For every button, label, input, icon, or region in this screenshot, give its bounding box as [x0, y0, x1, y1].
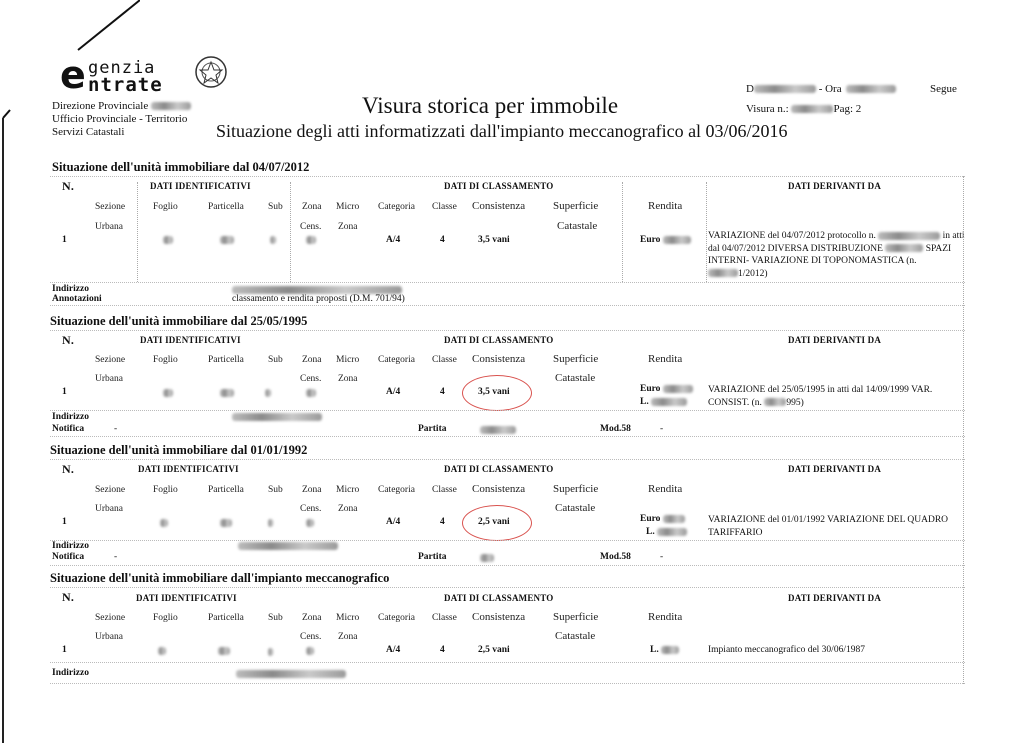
row-rendita-lire: L.	[646, 527, 687, 537]
visura-line: Visura n.: Pag: 2	[746, 103, 862, 115]
redacted-particella	[220, 236, 234, 244]
col-dati-derivanti: DATI DERIVANTI DA	[788, 464, 882, 474]
col-classe: Classe	[432, 202, 457, 212]
redacted-sub	[268, 519, 273, 527]
redacted-zona	[306, 389, 316, 397]
row-rendita-euro: Euro	[640, 235, 691, 245]
row-derivanti: VARIAZIONE del 01/01/1992 VARIAZIONE DEL QUADRO TARIFFARIO	[708, 515, 949, 538]
col-dati-derivanti: DATI DERIVANTI DA	[788, 181, 882, 191]
date-time-line: D - Ora	[746, 83, 896, 95]
col-foglio: Foglio	[153, 485, 178, 495]
section-title-4: Situazione dell'unità immobiliare dall'impianto meccanografico	[50, 571, 390, 585]
col-foglio: Foglio	[153, 355, 178, 365]
col-consistenza: Consistenza	[472, 200, 526, 212]
office-block	[52, 100, 191, 139]
divider	[50, 410, 965, 411]
divider	[50, 305, 965, 306]
logo-letter: e	[60, 53, 86, 97]
label-partita: Partita	[418, 424, 447, 434]
office-line-3: Servizi Catastali	[52, 126, 125, 138]
col-dati-classamento: DATI DI CLASSAMENTO	[444, 593, 554, 603]
row-rendita-lire: L.	[640, 397, 687, 407]
label-mod58: Mod.58	[600, 552, 631, 562]
col-consistenza: Consistenza	[472, 483, 526, 495]
col-sub: Sub	[268, 613, 283, 623]
col-zona2: Zona	[338, 374, 358, 384]
column-guide	[290, 182, 291, 282]
col-classe: Classe	[432, 355, 457, 365]
col-micro: Micro	[336, 613, 360, 623]
col-classe: Classe	[432, 485, 457, 495]
col-dati-classamento: DATI DI CLASSAMENTO	[444, 464, 554, 474]
col-sub: Sub	[268, 355, 283, 365]
divider	[50, 565, 965, 566]
col-urbana: Urbana	[95, 632, 123, 642]
col-micro: Micro	[336, 485, 360, 495]
row-consistenza: 3,5 vani	[478, 387, 510, 397]
divider	[50, 330, 965, 331]
page-subtitle: Situazione degli atti informatizzati dall'impianto meccanografico al 03/06/2016	[216, 121, 788, 141]
col-catastale: Catastale	[555, 502, 596, 514]
col-zona: Zona	[302, 613, 322, 623]
col-particella: Particella	[208, 355, 244, 365]
redacted-zona	[306, 236, 316, 244]
divider	[50, 282, 965, 283]
column-guide	[622, 182, 623, 282]
col-cens: Cens.	[300, 222, 322, 232]
col-n: N.	[62, 590, 75, 604]
col-micro: Micro	[336, 355, 360, 365]
row-categoria: A/4	[386, 517, 401, 527]
col-urbana: Urbana	[95, 374, 123, 384]
col-dati-derivanti: DATI DERIVANTI DA	[788, 335, 882, 345]
row-consistenza: 3,5 vani	[478, 235, 510, 245]
row-derivanti: VARIAZIONE del 25/05/1995 in atti dal 14/09/1999 VAR. CONSIST. (n. 995)	[708, 385, 933, 408]
label-indirizzo: Indirizzo	[52, 412, 89, 422]
redacted-partita	[480, 554, 494, 562]
col-superficie: Superficie	[553, 353, 599, 365]
col-consistenza: Consistenza	[472, 353, 526, 365]
col-zona2: Zona	[338, 222, 358, 232]
redacted-indirizzo	[238, 542, 338, 550]
row-classe: 4	[440, 517, 445, 527]
page-left-edge	[2, 118, 4, 743]
label-annotazioni: Annotazioni	[52, 294, 102, 304]
highlight-circle	[462, 505, 532, 541]
redacted-foglio	[163, 389, 173, 397]
col-rendita: Rendita	[648, 200, 683, 212]
row-rendita-euro: Euro	[640, 384, 693, 394]
mod58-dash: -	[660, 552, 664, 562]
col-categoria: Categoria	[378, 485, 415, 495]
col-zona2: Zona	[338, 504, 358, 514]
col-zona: Zona	[302, 202, 322, 212]
label-notifica: Notifica	[52, 424, 85, 434]
row-consistenza: 2,5 vani	[478, 645, 510, 655]
label-indirizzo: Indirizzo	[52, 284, 89, 294]
label-indirizzo: Indirizzo	[52, 668, 89, 678]
redacted-foglio	[158, 647, 166, 655]
label-mod58: Mod.58	[600, 424, 631, 434]
col-catastale: Catastale	[555, 372, 596, 384]
page-title: Visura storica per immobile	[362, 93, 619, 118]
col-classe: Classe	[432, 613, 457, 623]
logo-line2: ntrate	[88, 74, 163, 96]
col-dati-classamento: DATI DI CLASSAMENTO	[444, 335, 554, 345]
row-n: 1	[62, 645, 67, 655]
col-urbana: Urbana	[95, 504, 123, 514]
office-line-2: Ufficio Provinciale - Territorio	[52, 113, 188, 125]
notifica-dash: -	[114, 424, 118, 434]
col-categoria: Categoria	[378, 202, 415, 212]
col-n: N.	[62, 333, 75, 347]
row-derivanti: VARIAZIONE del 04/07/2012 protocollo n. in atti dal 04/07/2012 DIVERSA DISTRIBUZIONE SPAZI INTERNI- VARIAZIONE DI TOPONOMASTICA (n. 1/2012)	[708, 231, 965, 279]
annotazioni-text: classamento e rendita proposti (D.M. 701/94)	[232, 294, 405, 304]
divider	[50, 176, 965, 177]
row-rendita-lire: L.	[650, 645, 679, 655]
col-dati-classamento: DATI DI CLASSAMENTO	[444, 181, 554, 191]
col-zona2: Zona	[338, 632, 358, 642]
divider	[50, 683, 965, 684]
row-consistenza: 2,5 vani	[478, 517, 510, 527]
col-urbana: Urbana	[95, 222, 123, 232]
column-guide	[706, 182, 707, 282]
emblem-icon	[194, 54, 228, 90]
col-sub: Sub	[268, 485, 283, 495]
col-cens: Cens.	[300, 374, 322, 384]
mod58-dash: -	[660, 424, 664, 434]
col-catastale: Catastale	[555, 630, 596, 642]
col-dati-identificativi: DATI IDENTIFICATIVI	[136, 593, 237, 603]
divider	[50, 459, 965, 460]
col-catastale: Catastale	[557, 220, 598, 232]
col-dati-identificativi: DATI IDENTIFICATIVI	[140, 335, 241, 345]
column-guide	[137, 182, 138, 282]
col-rendita: Rendita	[648, 483, 683, 495]
highlight-circle	[462, 375, 532, 411]
col-sezione: Sezione	[95, 202, 126, 212]
col-particella: Particella	[208, 613, 244, 623]
redacted-particella	[220, 519, 232, 527]
divider	[50, 436, 965, 437]
section-title-1: Situazione dell'unità immobiliare dal 04/07/2012	[52, 160, 310, 174]
col-particella: Particella	[208, 202, 244, 212]
divider	[50, 662, 965, 663]
agency-logo	[60, 53, 235, 98]
office-line-1: Direzione Provinciale	[52, 100, 191, 113]
col-superficie: Superficie	[553, 483, 599, 495]
col-foglio: Foglio	[153, 613, 178, 623]
redacted-foglio	[160, 519, 168, 527]
row-rendita-euro: Euro	[640, 514, 685, 524]
col-sezione: Sezione	[95, 485, 126, 495]
redacted-partita	[480, 426, 516, 434]
follow-label: Segue	[930, 83, 957, 95]
row-n: 1	[62, 387, 67, 397]
row-categoria: A/4	[386, 645, 401, 655]
col-zona: Zona	[302, 485, 322, 495]
label-partita: Partita	[418, 552, 447, 562]
redacted-particella	[220, 389, 234, 397]
col-rendita: Rendita	[648, 611, 683, 623]
section-title-2: Situazione dell'unità immobiliare dal 25/05/1995	[50, 314, 308, 328]
col-consistenza: Consistenza	[472, 611, 526, 623]
logo-line1: genzia	[88, 58, 156, 78]
row-classe: 4	[440, 645, 445, 655]
col-superficie: Superficie	[553, 200, 599, 212]
row-categoria: A/4	[386, 387, 401, 397]
col-superficie: Superficie	[553, 611, 599, 623]
col-rendita: Rendita	[648, 353, 683, 365]
col-zona: Zona	[302, 355, 322, 365]
row-n: 1	[62, 517, 67, 527]
redacted-indirizzo	[232, 286, 402, 294]
divider	[50, 587, 965, 588]
section-title-3: Situazione dell'unità immobiliare dal 01/01/1992	[50, 443, 308, 457]
col-micro: Micro	[336, 202, 360, 212]
redacted-particella	[218, 647, 230, 655]
redacted-sub	[270, 236, 276, 244]
col-sub: Sub	[268, 202, 283, 212]
divider	[50, 540, 965, 541]
row-categoria: A/4	[386, 235, 401, 245]
row-n: 1	[62, 235, 67, 245]
col-foglio: Foglio	[153, 202, 178, 212]
column-guide	[963, 176, 964, 684]
notifica-dash: -	[114, 552, 118, 562]
redacted-sub	[268, 648, 273, 656]
col-n: N.	[62, 462, 75, 476]
col-dati-identificativi: DATI IDENTIFICATIVI	[138, 464, 239, 474]
col-dati-identificativi: DATI IDENTIFICATIVI	[150, 181, 251, 191]
redacted-indirizzo	[232, 413, 322, 421]
redacted-sub	[265, 389, 271, 397]
col-sezione: Sezione	[95, 355, 126, 365]
col-particella: Particella	[208, 485, 244, 495]
col-categoria: Categoria	[378, 355, 415, 365]
col-cens: Cens.	[300, 504, 322, 514]
label-indirizzo: Indirizzo	[52, 541, 89, 551]
redacted-foglio	[163, 236, 173, 244]
redacted-zona	[306, 519, 314, 527]
redacted-zona	[306, 647, 314, 655]
label-notifica: Notifica	[52, 552, 85, 562]
col-categoria: Categoria	[378, 613, 415, 623]
row-classe: 4	[440, 387, 445, 397]
row-derivanti: Impianto meccanografico del 30/06/1987	[708, 645, 865, 655]
col-sezione: Sezione	[95, 613, 126, 623]
row-classe: 4	[440, 235, 445, 245]
redacted-indirizzo	[236, 670, 346, 678]
col-cens: Cens.	[300, 632, 322, 642]
col-n: N.	[62, 179, 75, 193]
col-dati-derivanti: DATI DERIVANTI DA	[788, 593, 882, 603]
